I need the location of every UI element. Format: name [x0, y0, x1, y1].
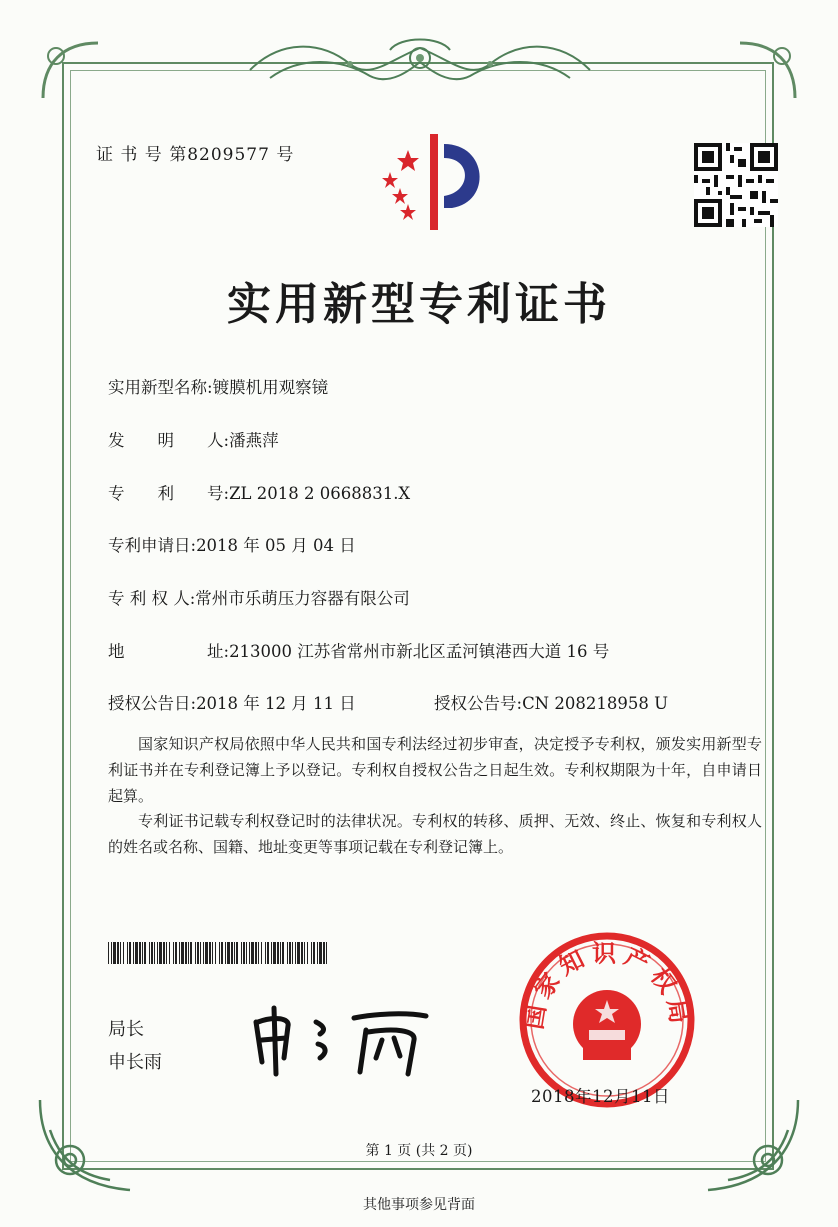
field-filing-date [108, 532, 356, 556]
svg-text:国家知识产权局: 国家知识产权局 [519, 939, 695, 1032]
field-value: 213000 江苏省常州市新北区孟河镇港西大道 16 号 [229, 642, 610, 661]
certificate-title: 实用新型专利证书 [227, 279, 611, 330]
corner-ornament-top-right-icon [730, 38, 800, 108]
field-label: 专 利 号: [108, 484, 230, 503]
field-label: 授权公告号: [434, 694, 523, 713]
field-label: 授权公告日: [108, 694, 197, 713]
field-label: 专利申请日: [108, 536, 197, 555]
field-value: 潘燕萍 [229, 431, 279, 450]
certificate-number: 证 书 号 第8209577 号 [96, 145, 295, 165]
top-ornament-icon [240, 30, 600, 98]
field-value: CN 208218958 U [522, 694, 669, 713]
back-note: 其他事项参见背面 [363, 1197, 475, 1213]
patent-office-logo-icon [368, 128, 498, 236]
field-patent-number [108, 480, 410, 504]
barcode [108, 942, 328, 964]
field-address [108, 638, 609, 662]
director-name: 申长雨 [108, 1052, 162, 1073]
field-announcement-date [108, 690, 356, 714]
qr-code [694, 143, 778, 227]
field-value: 常州市乐萌压力容器有限公司 [195, 589, 410, 608]
field-utility-model-name [108, 374, 328, 398]
corner-ornament-top-left-icon [38, 38, 108, 108]
field-value: ZL 2018 2 0668831.X [229, 484, 411, 503]
field-value: 2018 年 05 月 04 日 [196, 536, 356, 555]
field-label: 专 利 权 人: [108, 589, 196, 608]
field-label: 实用新型名称: [108, 378, 213, 397]
seal-date: 2018年12月11日 [531, 1087, 670, 1106]
statement-paragraph-1: 国家知识产权局依照中华人民共和国专利法经过初步审查，决定授予专利权，颁发实用新型专利证书并在专利登记簿上予以登记。专利权自授权公告之日起生效。专利权期限为十年，自申请日起算。 [108, 735, 762, 805]
statement-paragraph-2: 专利证书记载专利权登记时的法律状况。专利权的转移、质押、无效、终止、恢复和专利权人的姓名或名称、国籍、地址变更等事项记载在专利登记簿上。 [108, 812, 762, 856]
field-announcement-number [434, 690, 668, 714]
field-patentee [108, 585, 410, 609]
field-value: 镀膜机用观察镜 [212, 378, 329, 397]
field-label: 地 址: [108, 642, 230, 661]
director-title: 局长 [108, 1019, 144, 1040]
field-label: 发 明 人: [108, 431, 230, 450]
page-number: 第 1 页 (共 2 页) [365, 1143, 473, 1159]
field-value: 2018 年 12 月 11 日 [196, 694, 356, 713]
field-inventor [108, 427, 279, 451]
director-signature [244, 1000, 444, 1078]
